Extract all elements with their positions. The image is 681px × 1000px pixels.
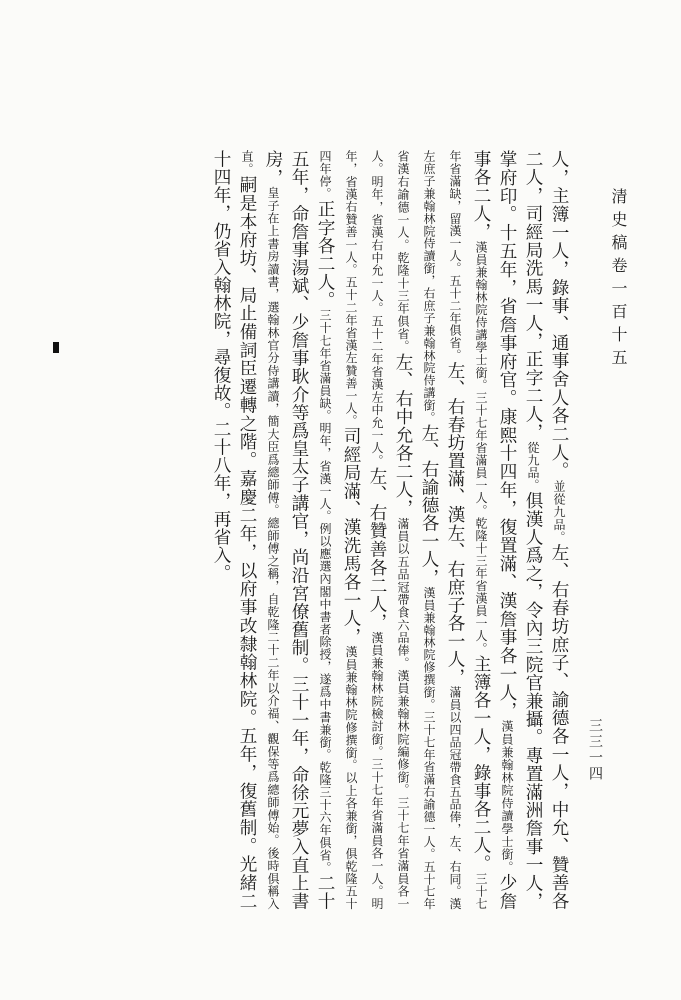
annotation-note: 漢員兼翰林院修撰銜。三十七年省滿右諭德一人。五十七年省漢右諭德一人。乾隆十三年俱省。: [396, 150, 436, 910]
body-segment: 少詹事各二人，: [471, 150, 517, 910]
annotation-note: 滿員以五品冠帶食六品俸。漢員兼翰林院編修銜。三十七年省滿員各一人。明年，省漢右中允一人。五十二年省漢左中允一人。: [370, 150, 410, 910]
annotation-note: 滿員以四品冠帶食五品俸，左、右同。漢左庶子兼翰林院侍讀銜，右庶子兼翰林院侍講銜。: [422, 150, 462, 910]
body-segment: 左、右春坊置滿、漢左、右庶子各一人，: [445, 361, 465, 687]
annotation-note: 並從九品。: [552, 480, 566, 544]
margin-mark: [53, 342, 59, 353]
body-segment: 左、右中允各二人，: [393, 352, 413, 518]
annotation-note: 三十七年省滿員缺。明年，省漢一人。例以應選內閣中書者除授，遂爲中書兼銜。乾隆三十六年俱省。: [318, 309, 332, 874]
body-segment: 司經局滿、漢洗馬各一人，: [341, 427, 361, 646]
annotation-note: 漢員兼翰林院侍講學士銜。三十七年省滿員一人。乾隆十三年省漢員一人。: [474, 240, 488, 655]
annotation-note: 從九品。: [526, 441, 540, 492]
body-segment: 左、右諭德各一人，: [419, 423, 439, 587]
page-number: 三三一四: [587, 718, 603, 782]
body-segment: 主簿各一人，錄事各二人。: [471, 654, 491, 873]
annotation-note: 漢員兼翰林院檢討銜。三十七年省滿員各一人。明年，省漢右贊善一人。五十二年省漢左贊善一人。: [344, 150, 384, 910]
running-title: 清史稿卷一百十五: [609, 188, 628, 372]
annotation-note: 漢員兼翰林院侍讀學士銜。: [500, 720, 514, 874]
body-segment: 左、右贊善各二人，: [367, 466, 387, 632]
body-segment: 人，主簿一人，錄事、通事舍人各二人。: [549, 150, 569, 480]
body-segment: 嗣是本府坊、局止備詞臣遷轉之階。嘉慶二年，以府事改隸翰林院。五年，復舊制。光緒二十四年，仍省入翰林院，尋復故。二十八年，再省入。: [211, 150, 257, 910]
annotation-note: 皇子在上書房讀書，選翰林官分侍講讀，簡大臣爲總師傅。總師傅之稱，自乾隆二十二年以介福、觀保等爲總師傅始。後時俱稱入直。: [240, 150, 280, 910]
body-segment: 正字各二人。: [315, 200, 335, 310]
body-segment: 二十五年，命詹事湯斌、少詹事耿介等爲皇太子講官，尚沿宮僚舊制。三十一年，命徐元夢入直上書房，: [263, 150, 335, 910]
body-segment: 左、右春坊庶子、諭德各一人，中允、贊善各二人，司經局洗馬一人，正字二人，: [523, 150, 569, 910]
body-text: [72, 150, 572, 910]
body-segment: 俱漢人爲之，令內三院官兼攝。專置滿洲詹事一人，掌府印。十五年，省詹事府官。康熙十四年，復置滿、漢詹事各一人，: [497, 150, 543, 910]
annotation-note: 漢員兼翰林院修撰銜。以上各兼銜，俱乾隆五十四年停。: [318, 150, 358, 910]
annotation-note: 三十七年省滿缺，留漢一人。五十二年俱省。: [448, 150, 488, 910]
